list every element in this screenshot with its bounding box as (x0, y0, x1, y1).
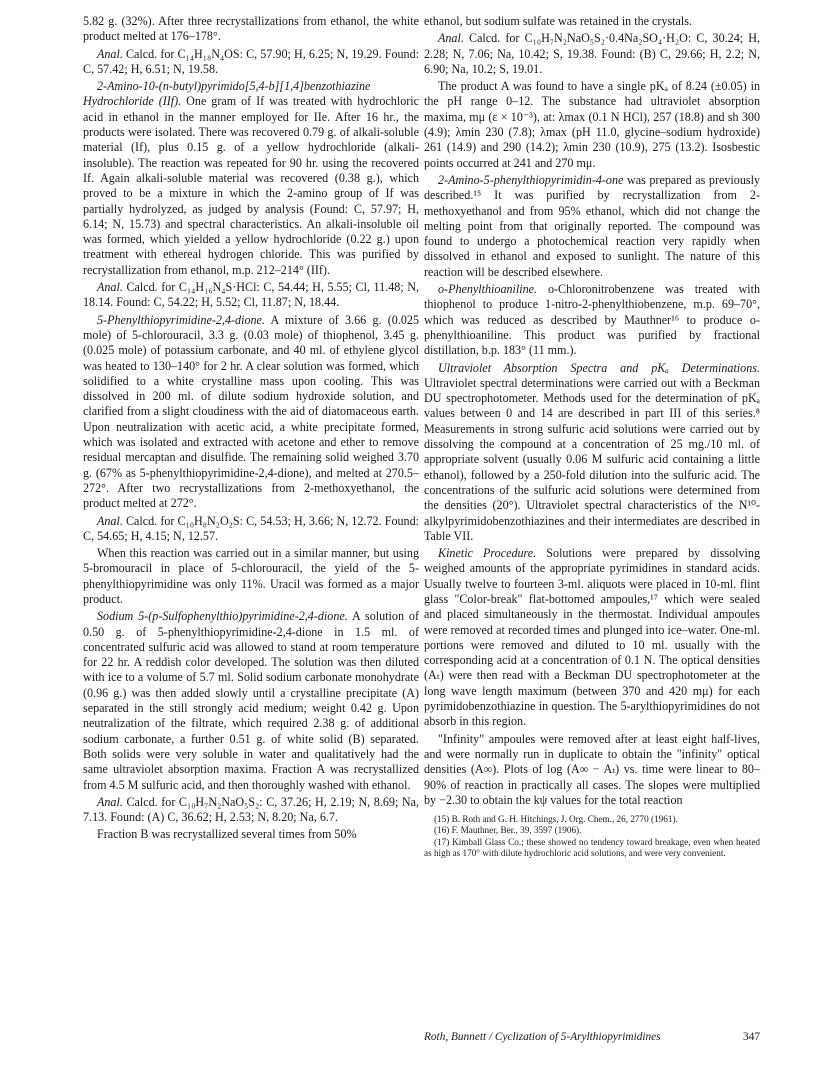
body-paragraph: When this reaction was carried out in a similar manner, but using 5-bromouracil in place of 5-chlorouracil, the yield of the 5-phenylthiopyrimidine was only 11%. Uracil was formed as a major product. (83, 546, 419, 606)
running-title: Roth, Bunnett / Cyclization of 5-Arylthiopyrimidines (424, 1031, 661, 1043)
page-footer (424, 1031, 760, 1043)
footnote: (16) F. Mauthner, Ber., 39, 3597 (1906). (434, 825, 582, 836)
analysis-line: Anal. Calcd. for C₁₀H₈N₂O₂S: C, 54.53; H, 3.66; N, 12.72. Found: C, 54.65; H, 4.15; N, 12.57. (83, 513, 419, 543)
analysis-line: Anal. Calcd. for C₁₄H₁₈N₄OS: C, 57.90; H, 6.25; N, 19.29. Found: C, 57.42; H, 6.51; N, 19.58. (83, 46, 419, 76)
section-paragraph: 5-Phenylthiopyrimidine-2,4-dione. A mixture of 3.66 g. (0.025 mole) of 5-chlorouracil, 3.3 g. (0.03 mole) of thiophenol, 3.45 g. (0.025 mole) of potassium carbonate, and 40 ml. of ethylene glycol was heated to 130–140° for 2 hr. A clear solution was formed, which solidified to a white crystalline mass upon cooling. This was dissolved in 200 ml. of dilute sodium hydroxide solution, and clarified from a slight cloudiness with the aid of diatomaceous earth. Upon neutralization with acetic acid, a white precipitate formed, which was isolated and extracted with acetone and ether to remove residual mercaptan and disulfide. The remaining solid weighed 3.70 g. (67% as 5-phenylthiopyrimidine-2,4-dione), and melted at 270.5–272°. After two recrystallizations from 2-methoxyethanol, the product melted at 272°. (83, 312, 419, 511)
body-paragraph: The product A was found to have a single pKₐ of 8.24 (±0.05) in the pH range 0–12. The substance had ultraviolet absorption maxima, mμ (ε × 10⁻³), at: λmax (0.1 N HCl), 257 (18.8) and sh 300 (4.9); λmin 230 (7.8); λmax (pH 11.0, glycine–sodium hydroxide) 261 (14.9) and 290 (14.2); λmin 230 (10.9), 275 (13.2). Isosbestic points occurred at 241 and 270 mμ. (424, 79, 760, 170)
section-paragraph: Kinetic Procedure. Solutions were prepared by dissolving weighed amounts of the appropriate pyrimidines in standard acids. Usually twelve to fourteen 3-ml. aliquots were placed in 10-ml. flint glass "Color-break" flat-bottomed ampoules,¹⁷ which were sealed and placed simultaneously in the thermostat. Individual ampoules were removed at recorded times and plunged into ice–water. One-ml. portions were removed and diluted to 10 ml. usually with the corresponding acid at a concentration of 0.1 N. The optical densities (Aₜ) were then read with a Beckman DU spectrophotometer at the long wave length maximum (between 370 and 420 mμ) for each pyrimidobenzothiazine in question. The 5-arylthiopyrimidines do not absorb in this region. (424, 546, 761, 729)
analysis-line: Anal. Calcd. for C₁₀H₇N₂NaO₅S₂: C, 37.26; H, 2.19; N, 8.69; Na, 7.13. Found: (A) C, 36.62; H, 2.53; N, 8.20; Na, 6.7. (83, 794, 419, 825)
section-paragraph: Ultraviolet Absorption Spectra and pKₐ Determinations. Ultraviolet spectral determinations were carried out with a Beckman DU spectrophotometer. Methods used for the determination of pKₐ values between 0 and 14 are described in part III of this series.⁸ Measurements in strong sulfuric acid solutions were carried out by dissolving the compound at a concentration of 25 mg./10 ml. of appropriate solvent (usually 0.06 M sulfuric acid containing a little ethanol), followed by a 250-fold dilution into the sulfuric acid. The concentrations of the sulfuric acid solutions were determined from the densities (20°). Ultraviolet spectral characteristics of the N¹⁰-alkylpyrimidobenzothiazines and their intermediates are described in Table VII. (424, 360, 760, 543)
paragraph-continuation: ethanol, but sodium sulfate was retained in the crystals. (424, 14, 693, 28)
body-paragraph: Fraction B was recrystallized several times from 50% (97, 827, 357, 842)
footnote: (15) B. Roth and G. H. Hitchings, J. Org. Chem., 26, 2770 (1961). (434, 814, 678, 825)
footnote: (17) Kimball Glass Co.; these showed no tendency toward breakage, even when heated as high as 170° with dilute hydrochloric acid solutions, and were very convenient. (424, 836, 760, 858)
section-paragraph: o-Phenylthioaniline. o-Chloronitrobenzene was treated with thiophenol to produce 1-nitro-2-phenylthiobenzene, m.p. 69–70°, which was reduced as described by Mauthner¹⁶ to produce o-phenylthioaniline. This product was purified by fractional distillation, b.p. 183° (11 mm.). (424, 282, 760, 358)
paragraph-continuation: 5.82 g. (32%). After three recrystallizations from ethanol, the white product melted at 176–178°. (83, 14, 419, 44)
section-heading: 5-Phenylthiopyrimidine-2,4-dione. (97, 312, 265, 327)
section-heading: Ultraviolet Absorption Spectra and pKₐ Determinations. (438, 360, 760, 375)
section-heading: o-Phenylthioaniline. (438, 282, 538, 297)
section-heading: Kinetic Procedure. (438, 546, 537, 561)
body-paragraph: "Infinity" ampoules were removed after at least eight half-lives, and were normally run in duplicate to obtain the "infinity" optical densities (A∞). Plots of log (A∞ − Aₜ) vs. time were linear to 80–90% of reaction in practically all cases. The slopes were multiplied by −2.30 to obtain the kψ values for the total reaction (424, 731, 760, 807)
section-paragraph: Sodium 5-(p-Sulfophenylthio)pyrimidine-2,4-dione. A solution of 0.50 g. of 5-phenylthiopyrimidine-2,4-dione in 1.5 ml. of concentrated sulfuric acid was allowed to stand at room temperature for 22 hr. A reddish color developed. The solution was then diluted with ice to a volume of 5.7 ml. Solid sodium carbonate monohydrate (0.96 g.) was then added slowly until a crystalline precipitate (A) separated in the still strongly acid medium; weight 0.42 g. Upon neutralization of the filtrate, which required 2.38 g. of additional sodium carbonate, a further 0.51 g. of white solid (B) separated. Both solids were very soluble in water and qualitatively had the same ultraviolet absorption maxima. Fraction A was recrystallized from 4.5 M sulfuric acid, and then thoroughly washed with ethanol. (83, 609, 419, 792)
footnotes (424, 814, 760, 859)
section-heading: 2-Amino-5-phenylthiopyrimidin-4-one (438, 172, 624, 187)
section-paragraph: 2-Amino-10-(n-butyl)pyrimido[5,4-b][1,4]benzothiazine Hydrochloride (IIf). One gram of If was treated with hydrochloric acid in ethanol in the manner employed for IIe. After 16 hr., the products were isolated. There was recovered 0.79 g. of alkali-soluble material (If), plus 0.15 g. of a yellow hydrochloride (alkali-insoluble). The reaction was repeated for 90 hr. using the recovered If. Again alkali-soluble material was recovered (0.38 g.), which proved to be a mixture in which the 2-amino group of If was partially hydrolyzed, as judged by analysis (Found: C, 57.97; H, 6.14; N, 15.73) and spectral characteristics. An alkali-insoluble oil was formed, which yielded a yellow hydrochloride (0.22 g.) upon treatment with ethereal hydrogen chloride. This was purified by recrystallization from ethanol, m.p. 212–214° (IIf). (83, 79, 420, 277)
section-heading: Sodium 5-(p-Sulfophenylthio)pyrimidine-2,4-dione. (97, 609, 348, 624)
analysis-line: Anal. Calcd. for C₁₀H₇N₂NaO₅S₂·0.4Na₂SO₄·H₂O: C, 30.24; H, 2.28; N, 7.06; Na, 10.42; S, 19.38. Found: (B) C, 29.66; H, 2.2; N, 6.90; Na, 10.2; S, 19.01. (424, 31, 760, 76)
page-number: 347 (743, 1031, 760, 1043)
right-column (424, 14, 760, 859)
section-heading: 2-Amino-10-(n-butyl)pyrimido[5,4-b][1,4]benzothiazine Hydrochloride (IIf). (83, 79, 371, 109)
section-paragraph: 2-Amino-5-phenylthiopyrimidin-4-one was prepared as previously described.¹⁵ It was purified by recrystallization from 2-methoxyethanol and from 95% ethanol, which did not change the melting point from that originally reported. The compound was found to undergo a photochemical reaction very rapidly when dissolved in ethanol and exposed to sunlight. The nature of this reaction will be described elsewhere. (424, 172, 760, 279)
left-column (83, 14, 419, 845)
analysis-line: Anal. Calcd. for C₁₄H₁₆N₄S·HCl: C, 54.44; H, 5.55; Cl, 11.48; N, 18.14. Found: C, 54.22; H, 5.52; Cl, 11.87; N, 18.44. (83, 280, 419, 310)
